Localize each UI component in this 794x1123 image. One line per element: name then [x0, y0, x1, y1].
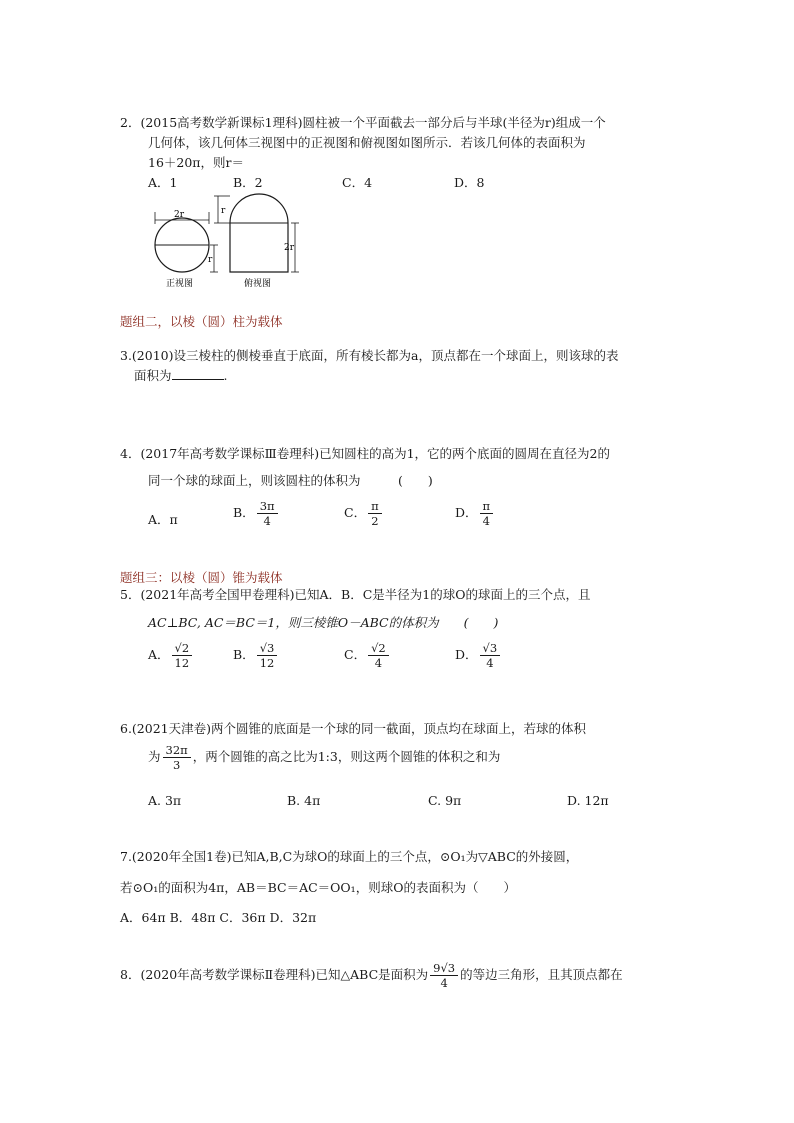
three-view-figure	[148, 190, 308, 290]
q2-line3: 16＋20π，则r＝	[148, 155, 245, 170]
front-2r-label: 2r	[174, 210, 185, 220]
q5-line1: 5．(2021年高考全国甲卷理科)已知A．B．C是半径为1的球O的球面上的三个点，且	[120, 587, 591, 602]
q4-line1: 4．(2017年高考数学课标Ⅲ卷理科)已知圆柱的高为1，它的两个底面的圆周在直径为2的	[120, 446, 610, 461]
q5-option-d: D． $\frac{√3}{4}$	[455, 642, 502, 669]
q4-option-a: A．π	[148, 512, 178, 527]
q6-option-c: C. 9π	[428, 793, 462, 808]
top-view-caption: 俯视图	[244, 279, 272, 289]
q3-line2-suffix: .	[223, 368, 228, 383]
q7-line3: A．64π B．48π C．36π D．32π	[120, 910, 317, 925]
q4-line2: 同一个球的球面上，则该圆柱的体积为 ( )	[148, 473, 433, 488]
q2-option-b: B．2	[233, 175, 263, 190]
q6-line2: 为 $\frac{32\pi}{3}$ ，两个圆锥的高之比为1:3，则这两个圆锥的体积之和为	[148, 743, 501, 773]
q6-line1: 6.(2021天津卷)两个圆锥的底面是一个球的同一截面，顶点均在球面上，若球的体积	[120, 721, 586, 736]
q3-line2	[134, 366, 228, 384]
group2-heading: 题组二，以棱（圆）柱为载体	[120, 314, 283, 329]
top-r-label: r	[221, 206, 226, 216]
front-view-caption: 正视图	[166, 279, 194, 289]
answer-blank	[172, 367, 224, 380]
group3-heading: 题组三：以棱（圆）锥为载体	[120, 570, 283, 585]
q4-option-c: C． $\frac{\pi}{2}$	[344, 500, 384, 527]
q2-option-d: D．8	[454, 175, 485, 190]
q3-line2-prefix: 面积为	[134, 368, 172, 383]
q2-line2: 几何体，该几何体三视图中的正视图和俯视图如图所示．若该几何体的表面积为	[148, 135, 586, 150]
q2-option-a: A．1	[148, 175, 178, 190]
q6-option-d: D. 12π	[567, 793, 609, 808]
q2-option-c: C．4	[342, 175, 373, 190]
top-view-shape	[230, 194, 288, 272]
q5-option-c: C． $\frac{√2}{4}$	[344, 642, 391, 669]
q2-line1: 2．(2015高考数学新课标1理科)圆柱被一个平面截去一部分后与半球(半径为r)组成一个	[120, 115, 606, 130]
q4-option-d: D． $\frac{\pi}{4}$	[455, 500, 495, 527]
q8-line1: 8．(2020年高考数学课标Ⅱ卷理科)已知△ABC是面积为 $\frac{9√3}{4}$ 的等边三角形，且其顶点都在	[120, 961, 623, 991]
q6-option-b: B. 4π	[287, 793, 321, 808]
top-2r-label: 2r	[284, 243, 295, 253]
q5-option-a: A． $\frac{√2}{12}$	[148, 642, 194, 669]
q7-line1: 7.(2020年全国1卷)已知A,B,C为球O的球面上的三个点，⊙O₁为▽ABC的外接圆，	[120, 849, 579, 864]
q3-line1: 3.(2010)设三棱柱的侧棱垂直于底面，所有棱长都为a，顶点都在一个球面上，则该球的表	[120, 348, 619, 363]
q7-line2: 若⊙O₁的面积为4π，AB＝BC＝AC＝OO₁，则球O的表面积为（ ）	[120, 880, 516, 895]
q5-option-b: B． $\frac{√3}{12}$	[233, 642, 279, 669]
q6-option-a: A. 3π	[148, 793, 182, 808]
q4-option-b: B． $\frac{3\pi}{4}$	[233, 500, 280, 527]
q5-line2: AC⊥BC, AC＝BC＝1，则三棱锥O－ABC的体积为 ( )	[148, 615, 499, 630]
front-r-label: r	[208, 255, 213, 265]
